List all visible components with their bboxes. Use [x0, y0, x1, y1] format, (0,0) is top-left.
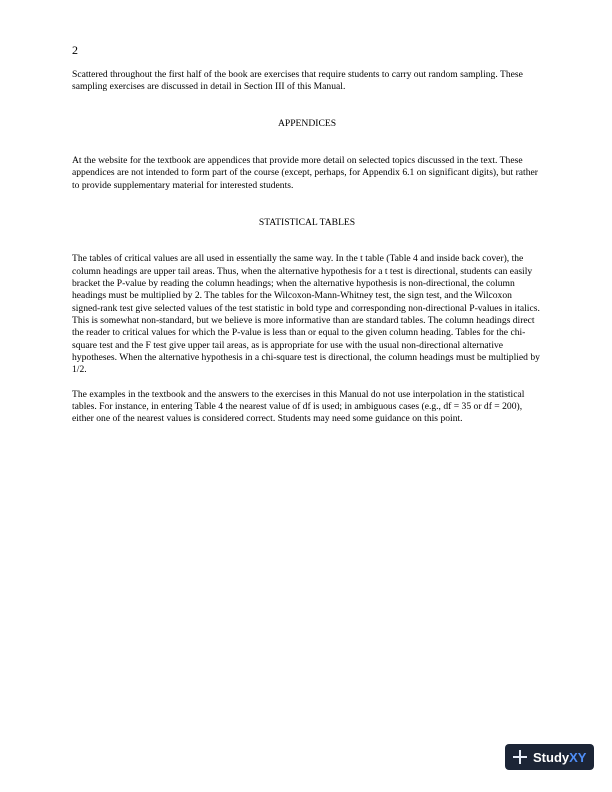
appendices-heading: APPENDICES — [277, 118, 337, 130]
statistical-tables-paragraph-1: The tables of critical values are all used in essentially the same way. In the t table (Table 4 and inside back cover), the column headings are upper tail areas. Thus, when the alternative hypothesis for a t test is directional, students can easily bracket the P-value by reading the column headings; when the alternative hypothesis is non-directional, the column headings must be multiplied by 2. The tables for the Wilcoxon-Mann-Whitney test, the sign test, and the Wilcoxon signed-rank test give selected values of the test statistic in bold type and corresponding non-directional P-values in italics. This is somewhat non-standard, but we believe is more informative than are standard tables. The column headings direct the reader to critical values for which the P-value is less than or equal to the given column heading. Tables for the chi-square test and the F test give upper tail areas, as is appropriate for use with the usual non-directional alternative hypotheses. When the alternative hypothesis in a chi-square test is directional, the column headings must be multiplied by 1/2. — [72, 253, 540, 376]
intro-paragraph: Scattered throughout the first half of the book are exercises that require students to carry out random sampling. These sampling exercises are discussed in detail in Section III of this Manual. — [72, 69, 523, 93]
statistical-tables-heading: STATISTICAL TABLES — [258, 216, 356, 228]
badge-text-accent: XY — [569, 749, 587, 765]
studyxy-badge[interactable] — [505, 744, 594, 770]
plus-icon — [513, 750, 527, 764]
badge-text-main: Study — [533, 749, 570, 765]
statistical-tables-paragraph-2: The examples in the textbook and the answers to the exercises in this Manual do not use interpolation in the statistical tables. For instance, in entering Table 4 the nearest value of df is used; in ambiguous cases (e.g., df = 35 or df = 200), either one of the nearest values is considered correct. Students may need some guidance on this point. — [72, 388, 525, 425]
page-number: 2 — [72, 43, 78, 57]
document-body — [72, 69, 542, 438]
appendices-paragraph: At the website for the textbook are appendices that provide more detail on selected topics discussed in the text. These appendices are not intended to form part of the course (except, perhaps, for Appendix 6.1 on significant digits), but rather to provide supplementary material for interested students. — [72, 155, 538, 191]
